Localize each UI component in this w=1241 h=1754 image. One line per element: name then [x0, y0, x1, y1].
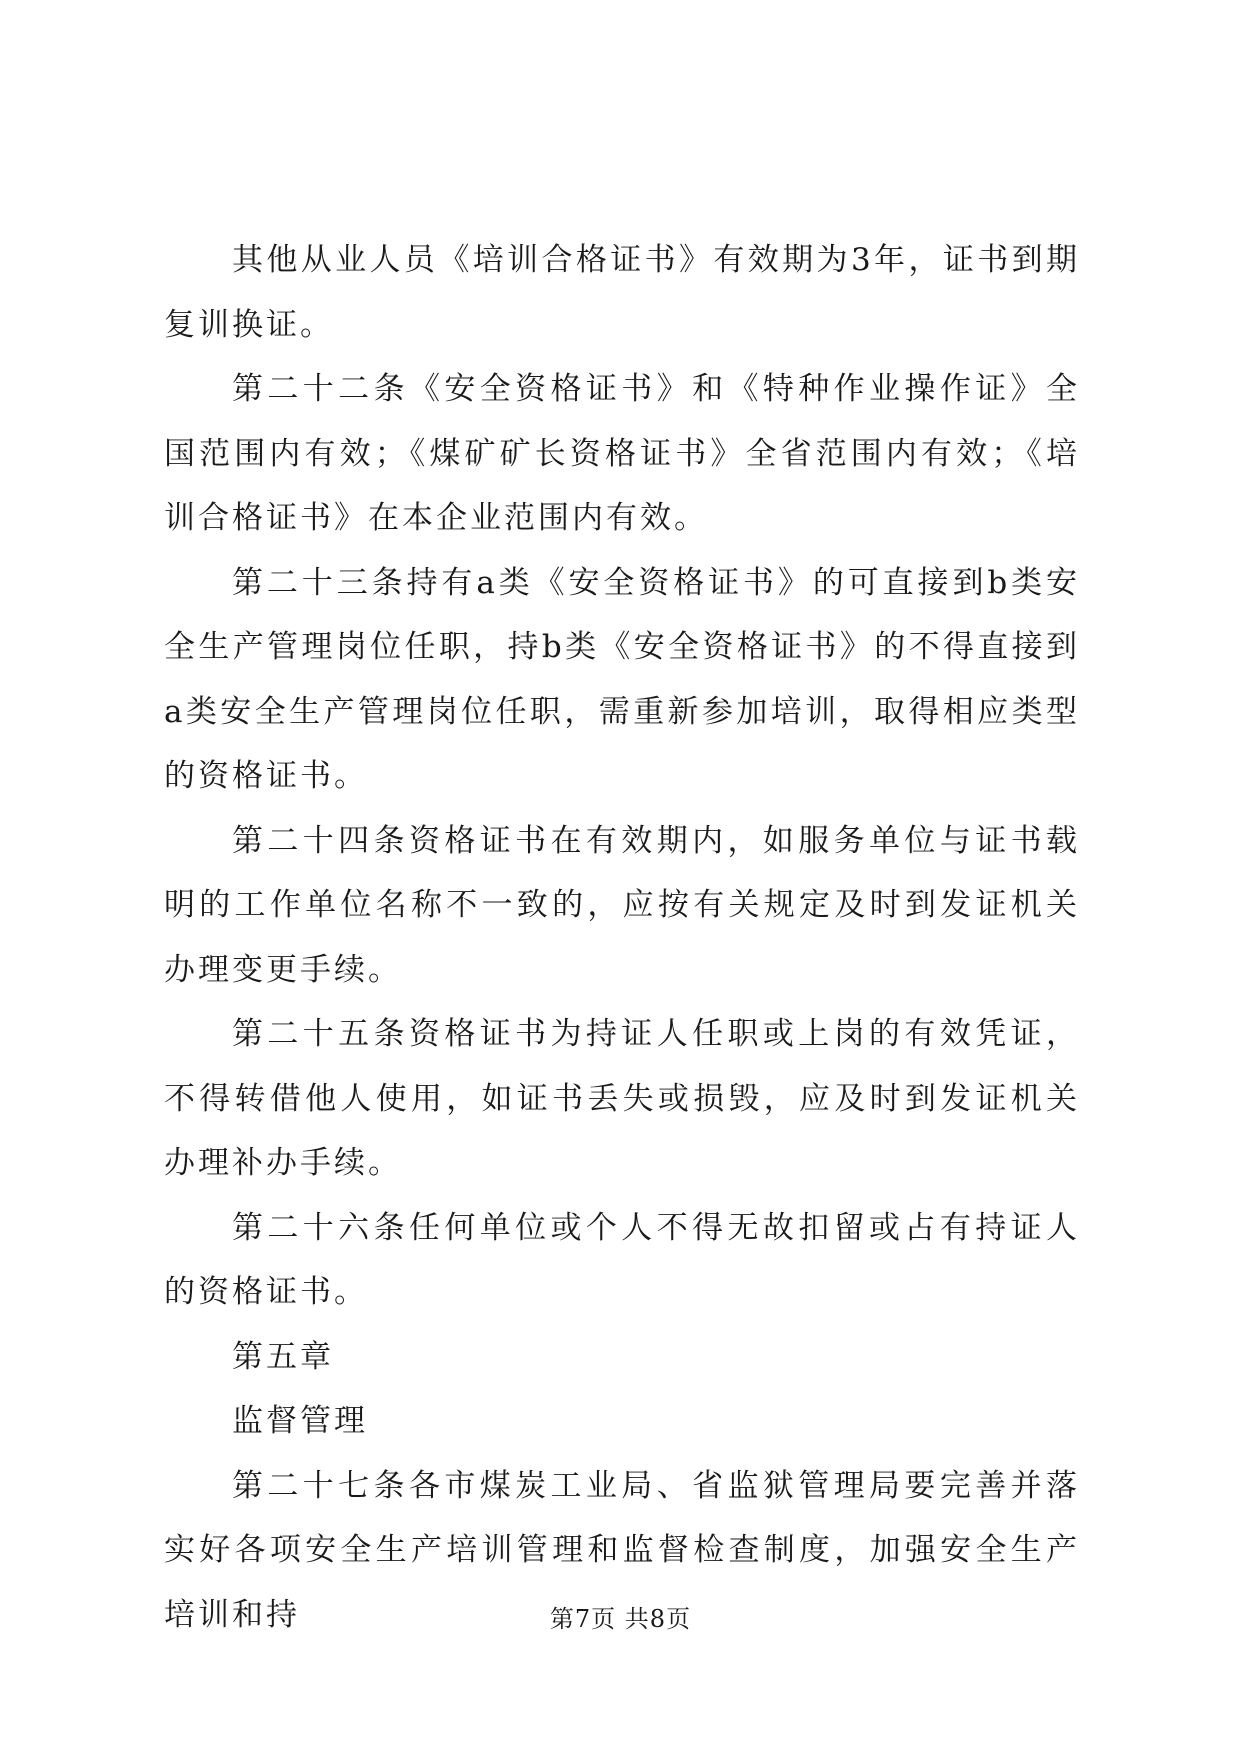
paragraph-article-22: 第二十二条《安全资格证书》和《特种作业操作证》全国范围内有效；《煤矿矿长资格证书》全省范围内有效；《培训合格证书》在本企业范围内有效。: [164, 371, 1080, 536]
paragraph-article-25: 第二十五条资格证书为持证人任职或上岗的有效凭证，不得转借他人使用，如证书丢失或损毁，应及时到发证机关办理补办手续。: [164, 1016, 1080, 1181]
paragraph-certificate-validity: 其他从业人员《培训合格证书》有效期为3年，证书到期复训换证。: [164, 242, 1080, 343]
chapter-number: 第五章: [232, 1338, 334, 1375]
document-body: [164, 228, 1080, 1647]
page-footer: 第7页 共8页: [549, 1605, 692, 1633]
paragraph-article-26: 第二十六条任何单位或个人不得无故扣留或占有持证人的资格证书。: [164, 1209, 1080, 1310]
paragraph-article-23: 第二十三条持有a类《安全资格证书》的可直接到b类安全生产管理岗位任职，持b类《安全资格证书》的不得直接到a类安全生产管理岗位任职，需重新参加培训，取得相应类型的资格证书。: [164, 564, 1080, 794]
chapter-title: 监督管理: [232, 1403, 368, 1439]
paragraph-article-27: 第二十七条各市煤炭工业局、省监狱管理局要完善并落实好各项安全生产培训管理和监督检查制度，加强安全生产培训和持: [164, 1467, 1080, 1633]
paragraph-article-24: 第二十四条资格证书在有效期内，如服务单位与证书载明的工作单位名称不一致的，应按有关规定及时到发证机关办理变更手续。: [164, 822, 1080, 988]
